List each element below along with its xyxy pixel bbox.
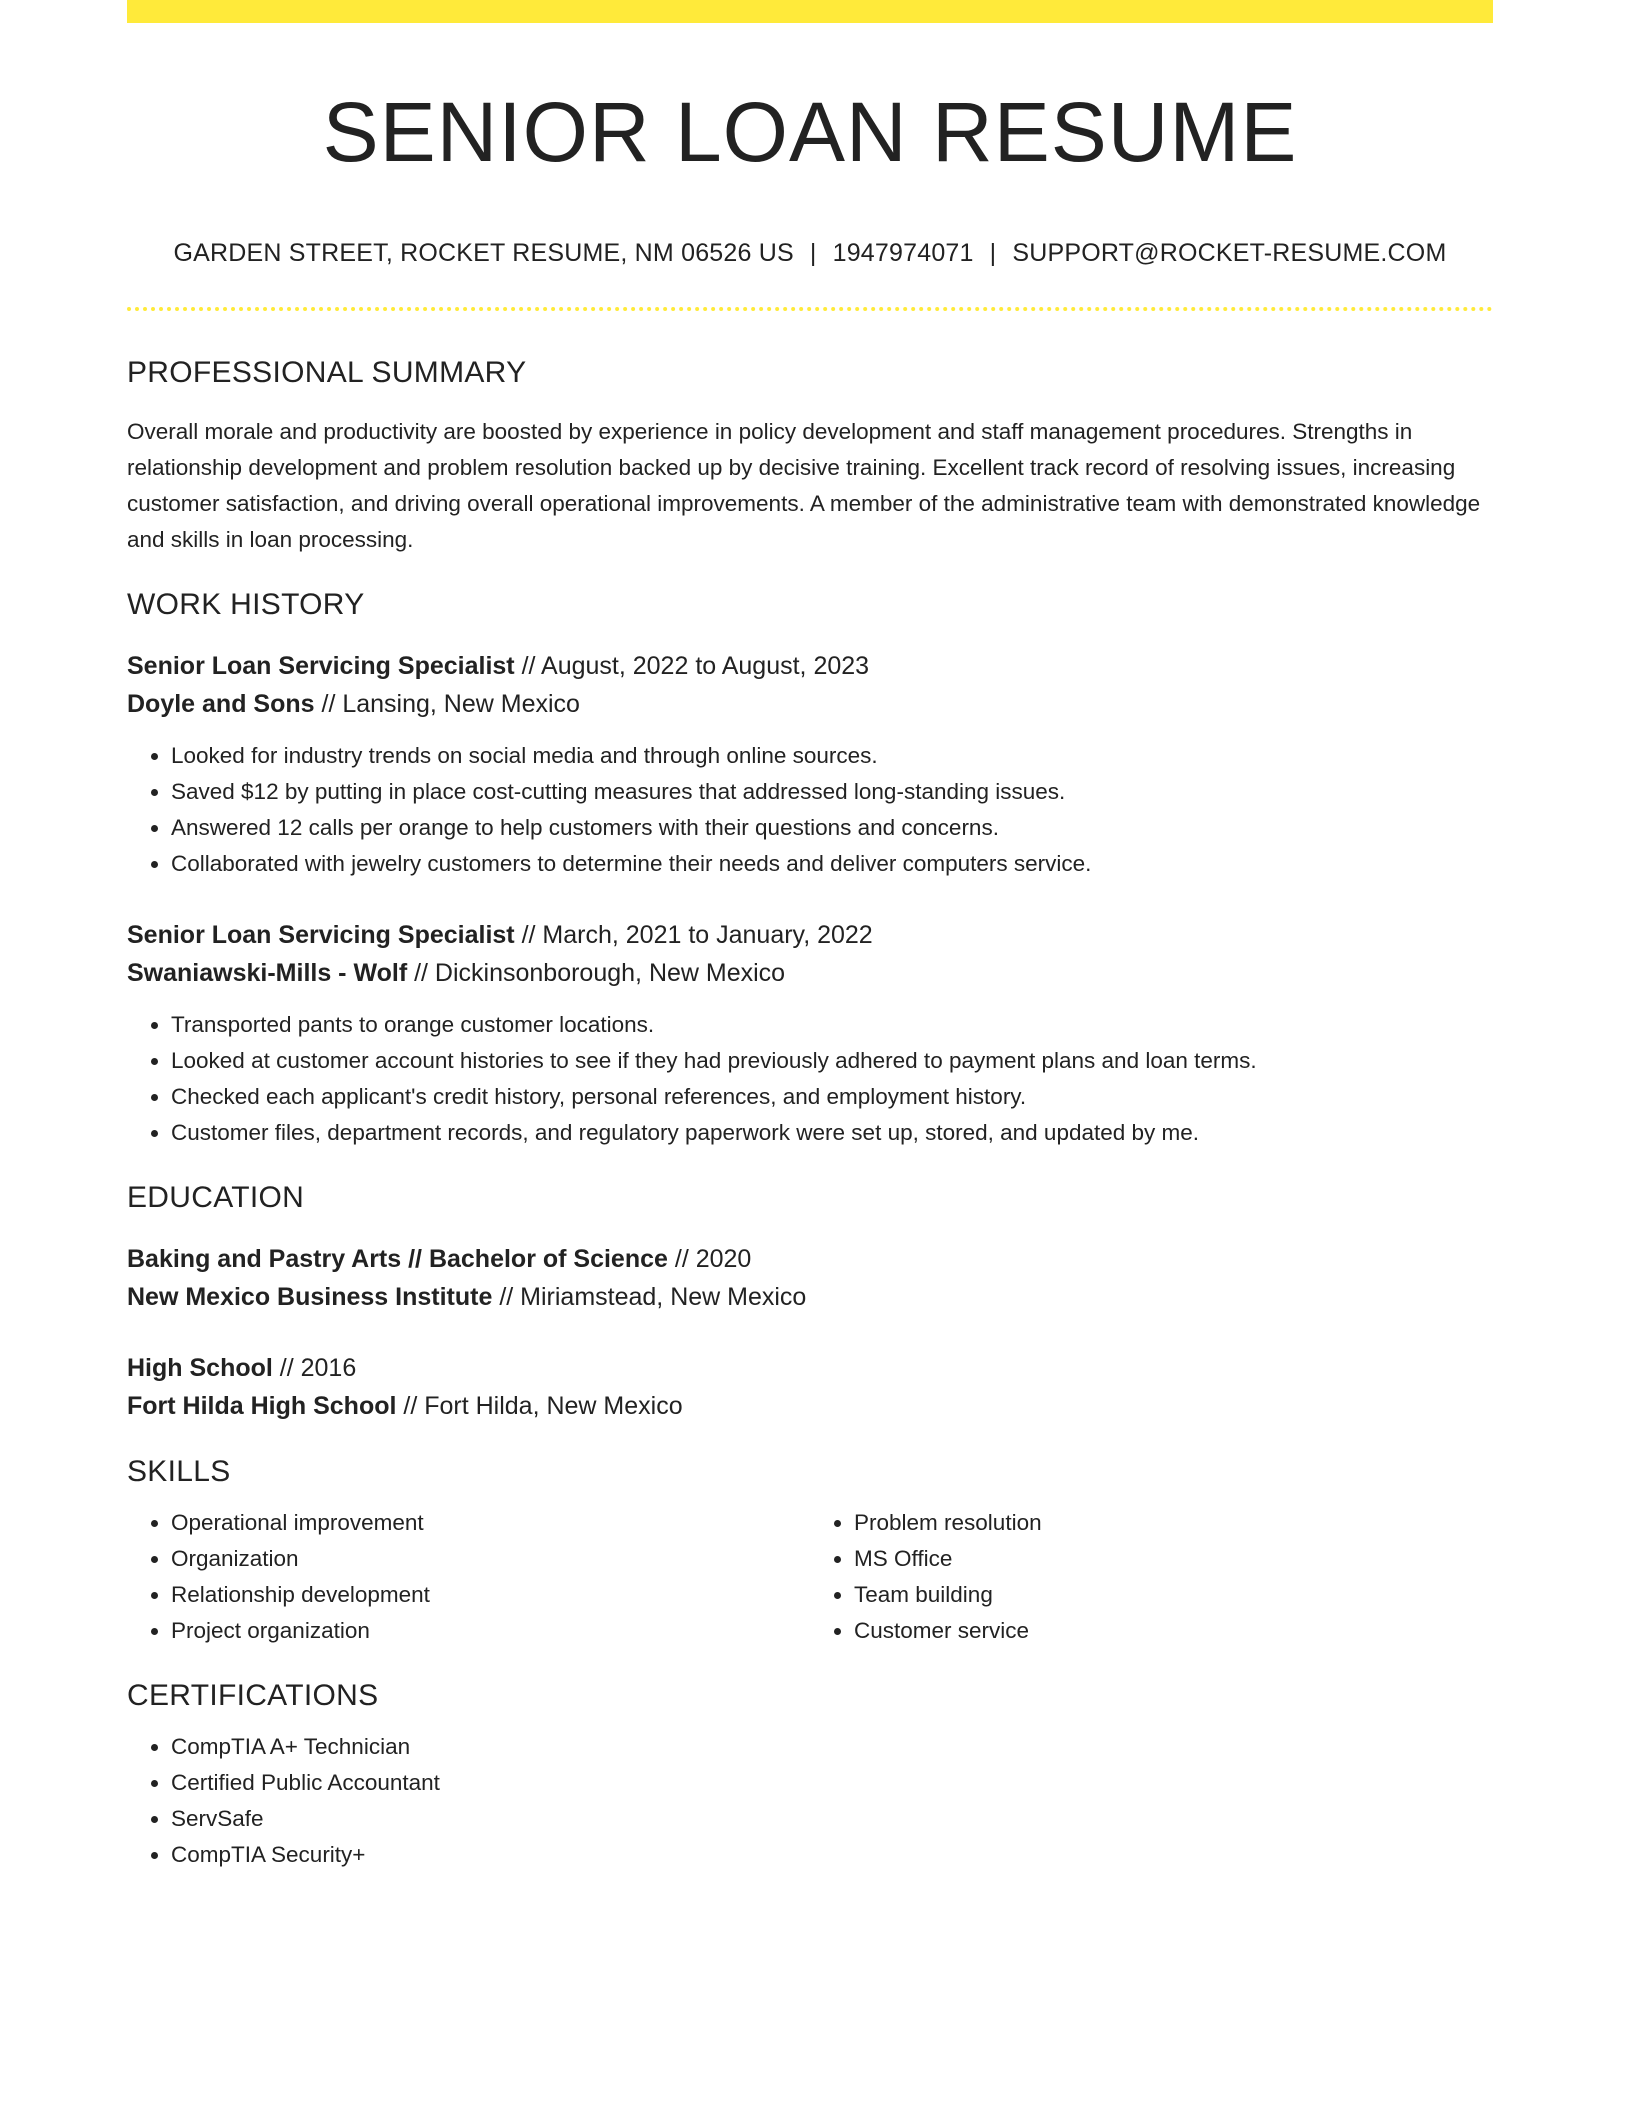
work-history-heading: WORK HISTORY (127, 588, 365, 622)
skill-item: • Team building (854, 1577, 1493, 1613)
skill-item: • Relationship development (171, 1577, 810, 1613)
certification-item: • CompTIA A+ Technician (171, 1729, 1493, 1765)
job-entry (127, 647, 1493, 882)
education-degree-line (127, 1349, 1493, 1387)
education-school: Fort Hilda High School (127, 1392, 397, 1421)
education-school-line (127, 1278, 1493, 1316)
skill-item: • Operational improvement (171, 1505, 810, 1541)
job-bullets (127, 1007, 1493, 1151)
resume-page (127, 0, 1493, 1873)
job-company: Swaniawski-Mills - Wolf (127, 959, 408, 988)
job-bullet: • Looked for industry trends on social media and through online sources. (171, 738, 1493, 774)
education-degree-line (127, 1240, 1493, 1278)
job-bullet: • Answered 12 calls per orange to help customers with their questions and concerns. (171, 810, 1493, 846)
job-company-line (127, 954, 1493, 992)
certifications-list (127, 1729, 1493, 1873)
skills-heading: SKILLS (127, 1455, 231, 1489)
skill-item: • Project organization (171, 1613, 810, 1649)
job-company-line (127, 685, 1493, 723)
job-bullet: • Checked each applicant's credit history, personal references, and employment history. (171, 1079, 1493, 1115)
job-company: Doyle and Sons (127, 690, 315, 719)
job-entry (127, 916, 1493, 1151)
job-dates: // August, 2022 to August, 2023 (514, 652, 870, 681)
job-role: Senior Loan Servicing Specialist (127, 921, 515, 950)
skill-item: • MS Office (854, 1541, 1493, 1577)
skill-item: • Organization (171, 1541, 810, 1577)
job-bullets (127, 738, 1493, 882)
education-entry (127, 1240, 1493, 1316)
contact-email: SUPPORT@ROCKET-RESUME.COM (1012, 239, 1447, 268)
resume-title: SENIOR LOAN RESUME (322, 85, 1298, 179)
contact-line (127, 238, 1493, 268)
education-year: // 2020 (667, 1245, 752, 1274)
education-location: // Fort Hilda, New Mexico (396, 1392, 683, 1421)
contact-separator: | (809, 239, 817, 268)
certification-item: • Certified Public Accountant (171, 1765, 1493, 1801)
job-bullet: • Collaborated with jewelry customers to determine their needs and deliver computers service. (171, 846, 1493, 882)
job-dates: // March, 2021 to January, 2022 (514, 921, 873, 950)
certifications-heading: CERTIFICATIONS (127, 1679, 379, 1713)
summary-text: Overall morale and productivity are boosted by experience in policy development and staff management procedures. Strengths in relationship development and problem resolution backed up by decisive training. Excellent track record of resolving issues, increasing customer satisfaction, and driving overall operational improvements. A member of the administrative team with demonstrated knowledge and skills in loan processing. (127, 419, 1481, 553)
job-bullet: • Looked at customer account histories to see if they had previously adhered to payment plans and loan terms. (171, 1043, 1493, 1079)
contact-separator: | (989, 239, 997, 268)
education-location: // Miriamstead, New Mexico (492, 1283, 807, 1312)
education-school: New Mexico Business Institute (127, 1283, 493, 1312)
skill-item: • Problem resolution (854, 1505, 1493, 1541)
certification-item: • CompTIA Security+ (171, 1837, 1493, 1873)
skill-item: • Customer service (854, 1613, 1493, 1649)
skills-list-left (127, 1505, 810, 1649)
skills-list-right (810, 1505, 1493, 1649)
education-degree: Baking and Pastry Arts // Bachelor of Science (127, 1245, 668, 1274)
header-divider (127, 307, 1493, 311)
education-school-line (127, 1387, 1493, 1425)
job-bullet: • Customer files, department records, and regulatory paperwork were set up, stored, and updated by me. (171, 1115, 1493, 1151)
job-bullet: • Transported pants to orange customer locations. (171, 1007, 1493, 1043)
education-degree: High School (127, 1354, 273, 1383)
education-year: // 2016 (272, 1354, 357, 1383)
summary-heading: PROFESSIONAL SUMMARY (127, 356, 527, 390)
job-role-line (127, 647, 1493, 685)
education-heading: EDUCATION (127, 1181, 305, 1215)
job-location: // Dickinsonborough, New Mexico (407, 959, 786, 988)
certification-item: • ServSafe (171, 1801, 1493, 1837)
job-bullet: • Saved $12 by putting in place cost-cutting measures that addressed long-standing issues. (171, 774, 1493, 810)
job-role: Senior Loan Servicing Specialist (127, 652, 515, 681)
skills-grid (127, 1505, 1493, 1649)
education-entry (127, 1349, 1493, 1425)
job-location: // Lansing, New Mexico (314, 690, 580, 719)
job-role-line (127, 916, 1493, 954)
contact-address: GARDEN STREET, ROCKET RESUME, NM 06526 US (173, 239, 794, 268)
contact-phone: 1947974071 (832, 239, 974, 268)
top-accent-bar (127, 0, 1493, 23)
